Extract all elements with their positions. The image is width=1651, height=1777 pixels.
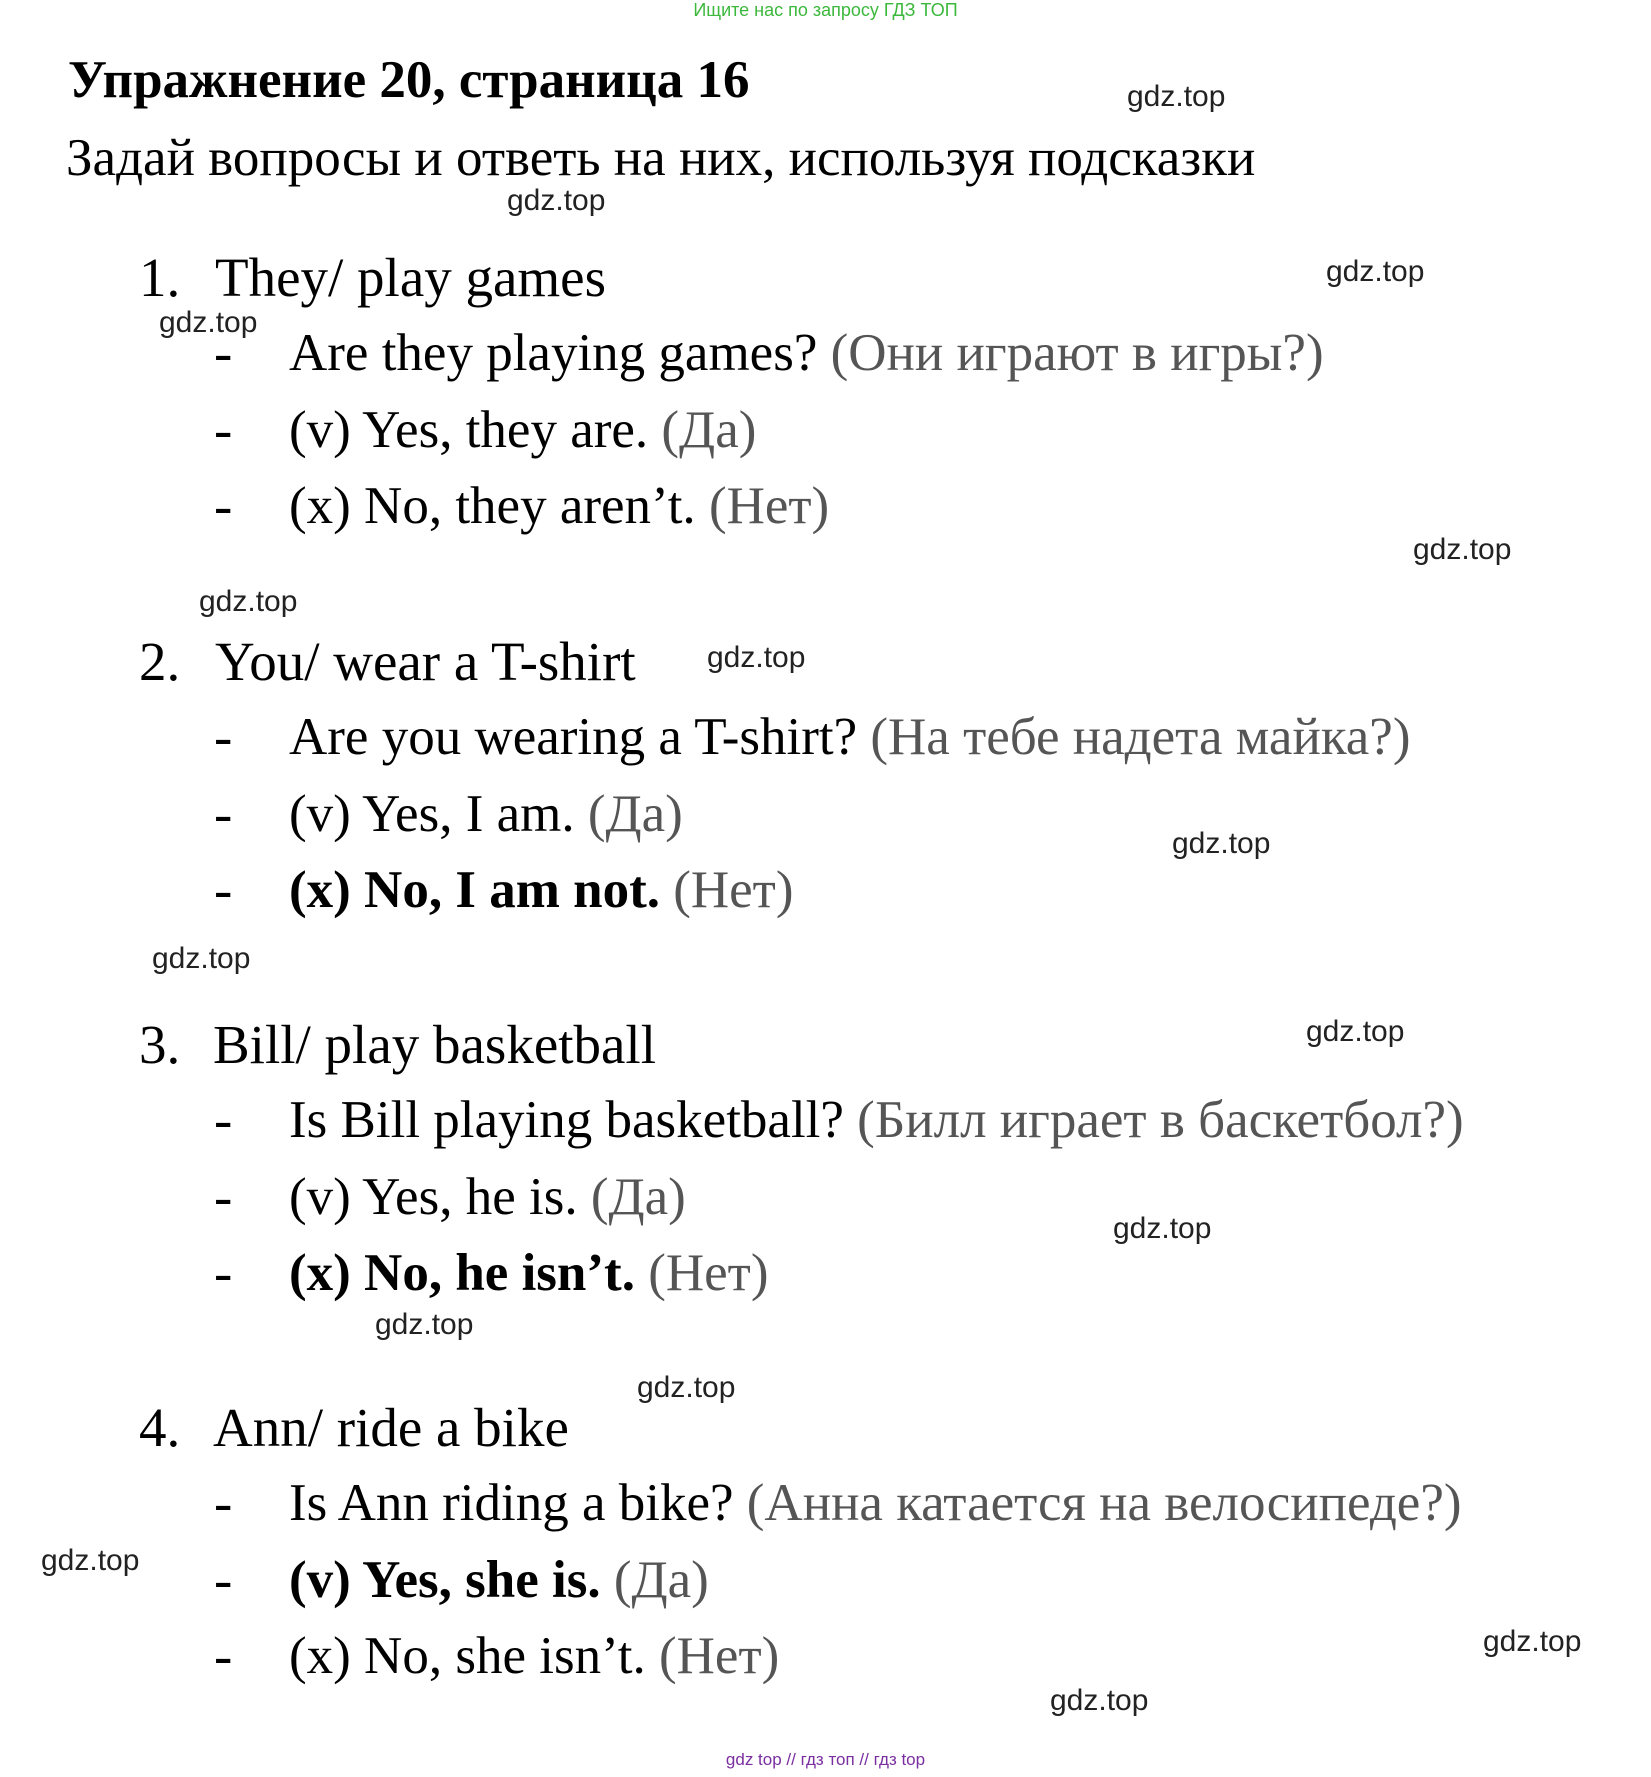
- dash: -: [214, 706, 233, 767]
- watermark: gdz.top: [1050, 1684, 1149, 1717]
- dash: -: [214, 1242, 233, 1303]
- answer-line: Are you wearing a T-shirt? (На тебе надета майка?): [289, 708, 1411, 766]
- answer-line: (x) No, they aren’t. (Нет): [289, 477, 830, 535]
- watermark: gdz.top: [1413, 533, 1512, 566]
- answer-line: (x) No, he isn’t. (Нет): [289, 1244, 769, 1302]
- watermark: gdz.top: [1113, 1212, 1212, 1245]
- dash: -: [214, 1549, 233, 1610]
- answer-line: (v) Yes, they are. (Да): [289, 401, 757, 459]
- watermark: gdz.top: [1326, 255, 1425, 288]
- answer-line: Is Bill playing basketball? (Билл играет в баскетбол?): [289, 1091, 1464, 1149]
- dash: -: [214, 1472, 233, 1533]
- top-banner: Ищите нас по запросу ГДЗ ТОП: [693, 0, 958, 20]
- dash: -: [214, 1625, 233, 1686]
- watermark: gdz.top: [159, 306, 258, 339]
- watermark: gdz.top: [507, 184, 606, 217]
- answer-line: (v) Yes, he is. (Да): [289, 1168, 686, 1226]
- answer-line: (v) Yes, she is. (Да): [289, 1551, 709, 1609]
- bottom-banner: gdz top // гдз топ // гдз top: [725, 1750, 926, 1769]
- item-number: 2.: [139, 631, 181, 692]
- item-prompt: Bill/ play basketball: [213, 1014, 656, 1075]
- watermark: gdz.top: [152, 942, 251, 975]
- answer-line: Is Ann riding a bike? (Анна катается на велосипеде?): [289, 1474, 1462, 1532]
- dash: -: [214, 1089, 233, 1150]
- watermark: gdz.top: [1306, 1015, 1405, 1048]
- dash: -: [214, 1166, 233, 1227]
- answer-line: (x) No, I am not. (Нет): [289, 861, 794, 919]
- answer-line: (x) No, she isn’t. (Нет): [289, 1627, 780, 1685]
- answer-line: (v) Yes, I am. (Да): [289, 785, 683, 843]
- page-subtitle: Задай вопросы и ответь на них, используя подсказки: [66, 129, 1256, 187]
- dash: -: [214, 399, 233, 460]
- item-number: 4.: [139, 1397, 181, 1458]
- page-title: Упражнение 20, страница 16: [68, 51, 750, 109]
- item-prompt: Ann/ ride a bike: [213, 1397, 569, 1458]
- dash: -: [214, 859, 233, 920]
- watermark: gdz.top: [707, 641, 806, 674]
- watermark: gdz.top: [375, 1308, 474, 1341]
- item-number: 3.: [139, 1014, 181, 1075]
- watermark: gdz.top: [1172, 827, 1271, 860]
- dash: -: [214, 783, 233, 844]
- item-number: 1.: [139, 247, 181, 308]
- watermark: gdz.top: [41, 1544, 140, 1577]
- dash: -: [214, 475, 233, 536]
- watermark: gdz.top: [1127, 80, 1226, 113]
- watermark: gdz.top: [1483, 1625, 1582, 1658]
- dash: -: [214, 322, 233, 383]
- watermark: gdz.top: [199, 585, 298, 618]
- answer-line: Are they playing games? (Они играют в игры?): [289, 324, 1324, 382]
- item-prompt: You/ wear a T-shirt: [215, 631, 636, 692]
- watermark: gdz.top: [637, 1371, 736, 1404]
- item-prompt: They/ play games: [215, 247, 606, 308]
